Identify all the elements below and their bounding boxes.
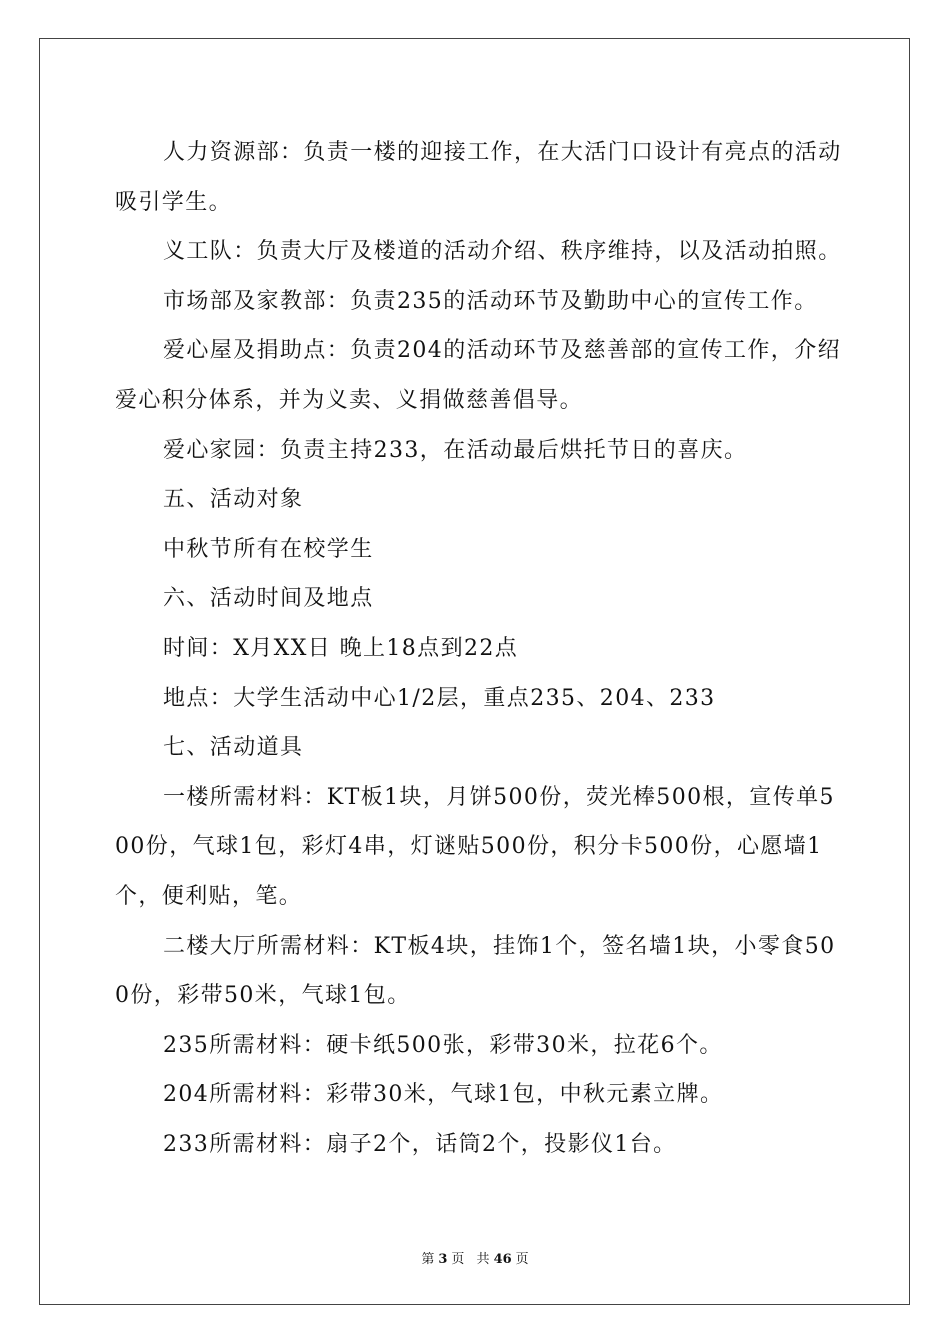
- paragraph-volunteer-team: 义工队：负责大厅及楼道的活动介绍、秩序维持，以及活动拍照。: [163, 239, 842, 265]
- paragraph-room-235-materials: 235所需材料：硬卡纸500张，彩带30米，拉花6个。: [163, 1032, 723, 1058]
- paragraph-charity-house: 爱心屋及捐助点：负责204的活动环节及慈善部的宣传工作，介绍爱心积分体系，并为义卖、义捐做慈善倡导。: [115, 338, 841, 413]
- total-indicator: [475, 1252, 531, 1267]
- page-suffix: 页: [451, 1252, 465, 1267]
- page-number: 3: [438, 1252, 448, 1267]
- total-pages: 46: [493, 1252, 512, 1267]
- paragraph-audience: 中秋节所有在校学生: [163, 536, 374, 562]
- page-footer: [0, 1248, 950, 1267]
- section-heading-props: 七、活动道具: [163, 735, 304, 761]
- paragraph-second-floor-materials: 二楼大厅所需材料：KT板4块，挂饰1个，签名墙1块，小零食500份，彩带50米，气球1包。: [115, 933, 836, 1009]
- section-heading-time-place: 六、活动时间及地点: [163, 586, 374, 612]
- paragraph-time: 时间：X月XX日 晚上18点到22点: [163, 635, 519, 661]
- paragraph-place: 地点：大学生活动中心1/2层，重点235、204、233: [163, 685, 716, 711]
- paragraph-first-floor-materials: 一楼所需材料：KT板1块，月饼500份，荧光棒500根，宣传单500份，气球1包，彩灯4串，灯谜贴500份，积分卡500份，心愿墙1个，便利贴，笔。: [115, 784, 835, 909]
- paragraph-marketing-department: 市场部及家教部：负责235的活动环节及勤助中心的宣传工作。: [163, 288, 818, 314]
- total-prefix: 共: [476, 1252, 490, 1267]
- paragraph-room-204-materials: 204所需材料：彩带30米，气球1包，中秋元素立牌。: [163, 1082, 724, 1108]
- paragraph-hr-department: 人力资源部：负责一楼的迎接工作，在大活门口设计有亮点的活动吸引学生。: [115, 140, 842, 215]
- document-body: [115, 128, 845, 1169]
- page-indicator: [419, 1252, 466, 1267]
- paragraph-room-233-materials: 233所需材料：扇子2个，话筒2个，投影仪1台。: [163, 1131, 677, 1157]
- page-prefix: 第: [421, 1252, 435, 1267]
- section-heading-audience: 五、活动对象: [163, 487, 304, 513]
- paragraph-love-home: 爱心家园：负责主持233，在活动最后烘托节日的喜庆。: [163, 437, 748, 463]
- total-suffix: 页: [515, 1252, 529, 1267]
